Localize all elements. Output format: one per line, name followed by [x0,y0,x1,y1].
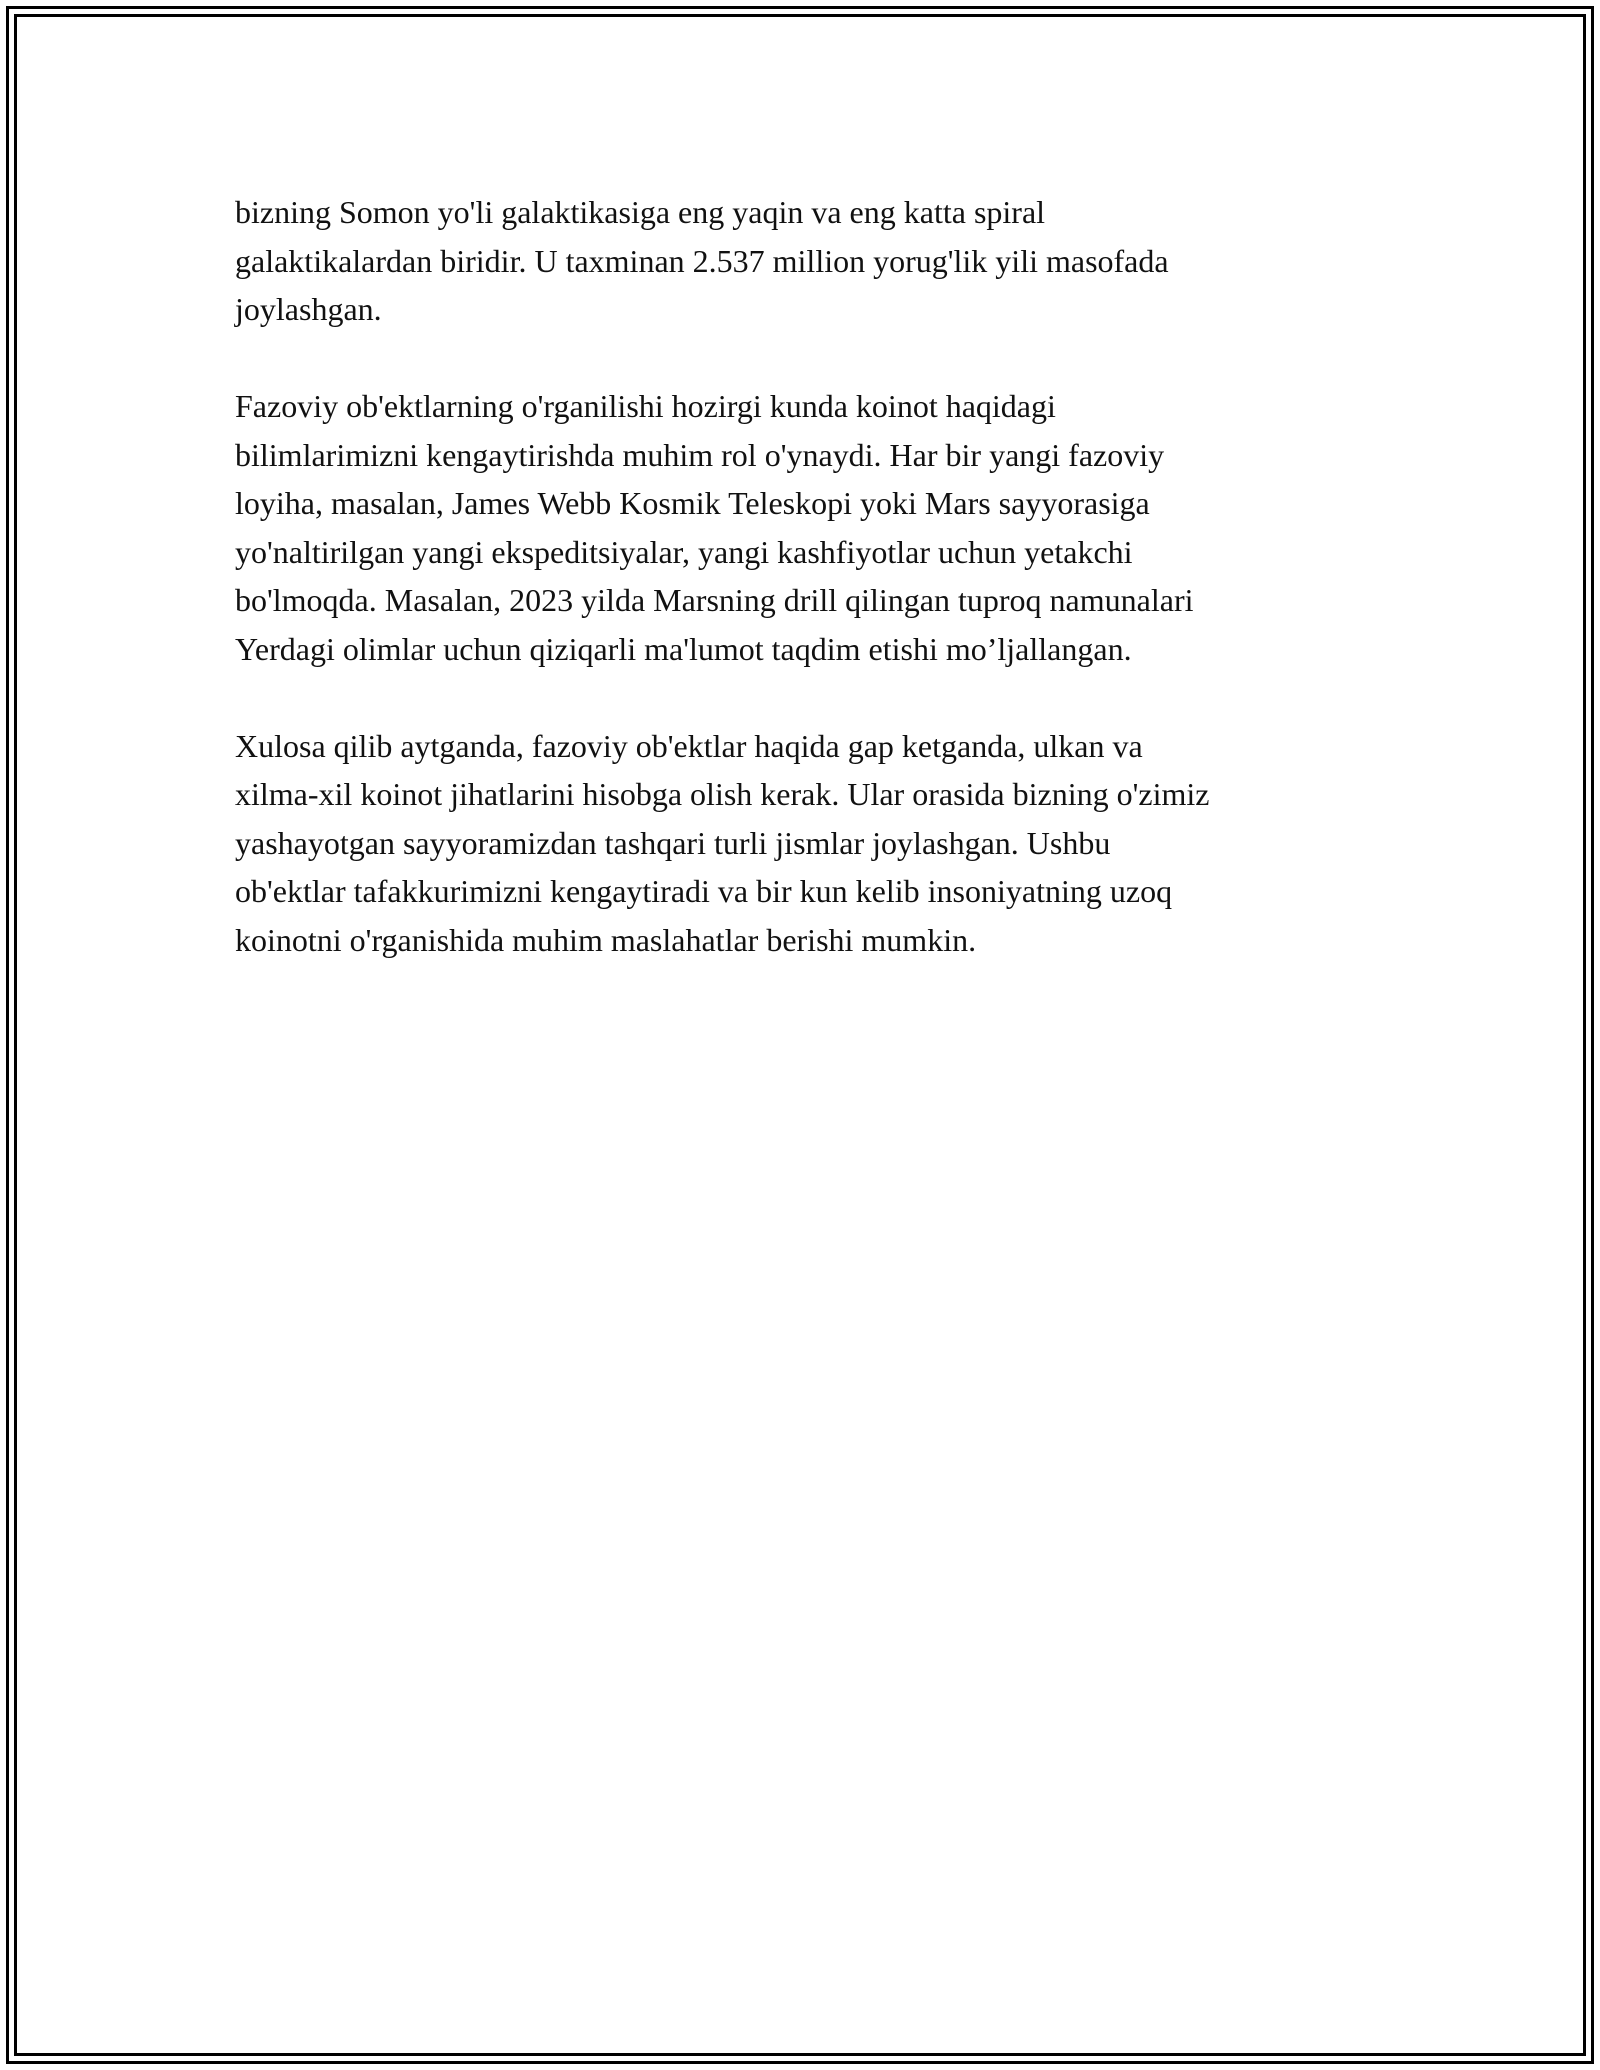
paragraph-conclusion: Xulosa qilib aytganda, fazoviy ob'ektlar haqida gap ketganda, ulkan va xilma-xil koinot jihatlarini hisobga olish kerak. Ular orasida bizning o'zimiz yashayotgan sayyoramizdan tashqari turli jismlar joylashgan. Ushbu ob'ektlar tafakkurimizni kengaytiradi va bir kun kelib insoniyatning uzoq koinotni o'rganishida muhim maslahatlar berishi mumkin. [235,727,1210,958]
paragraph-space-research: Fazoviy ob'ektlarning o'rganilishi hozirgi kunda koinot haqidagi bilimlarimizni kengaytirishda muhim rol o'ynaydi. Har bir yangi fazoviy loyiha, masalan, James Webb Kosmik Teleskopi yoki Mars sayyorasiga yo'naltirilgan yangi ekspeditsiyalar, yangi kashfiyotlar uchun yetakchi bo'lmoqda. Masalan, 2023 yilda Marsning drill qilingan tuproq namunalari Yerdagi olimlar uchun qiziqarli ma'lumot taqdim etishi mo’ljallangan. [235,388,1194,667]
paragraph-andromeda: bizning Somon yo'li galaktikasiga eng yaqin va eng katta spiral galaktikalardan biridir. U taxminan 2.537 million yorug'lik yili masofada joylashgan. [235,194,1169,327]
document-body [235,188,1365,1013]
